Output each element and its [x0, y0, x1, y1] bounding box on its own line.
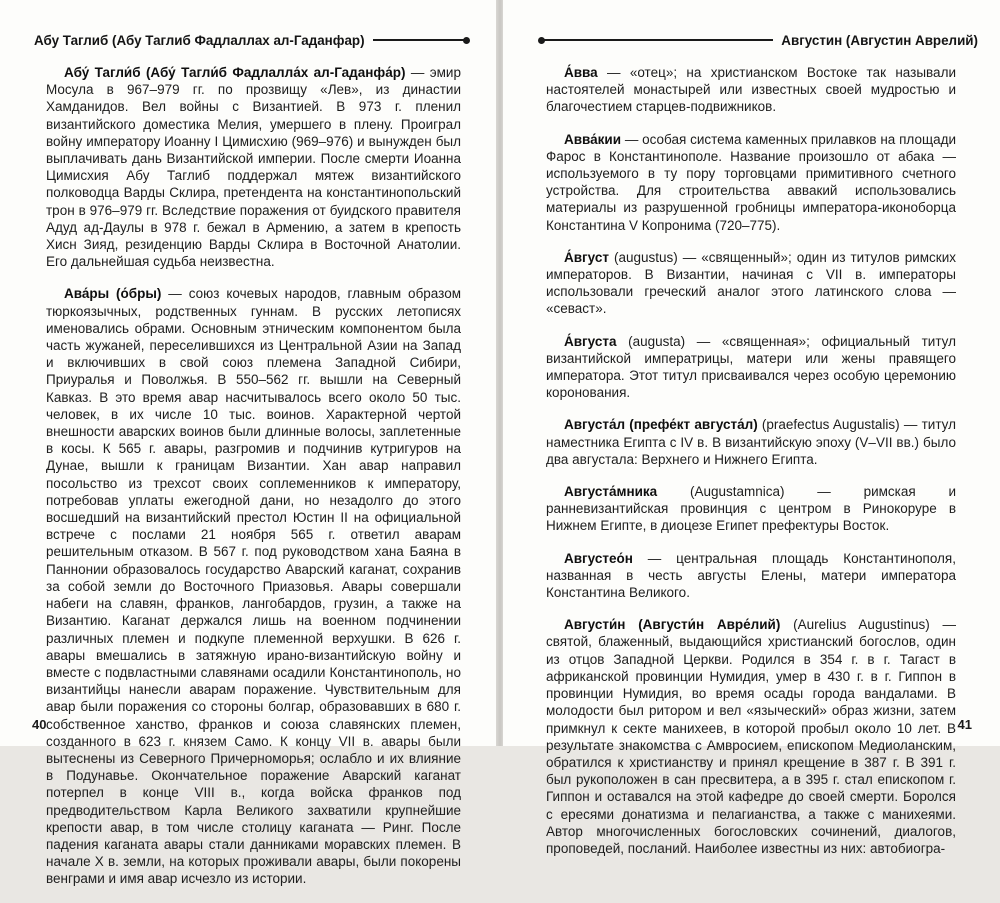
entry-avary: [46, 285, 461, 887]
entry-text: — «отец»; на христианском Востоке так называли настоятелей монастырей или известных своей мудростью и благочестием старцев-подвижников.: [546, 65, 956, 115]
page-number-left: 40: [32, 717, 47, 732]
entry-term: Августа́л (префе́кт августа́л): [564, 417, 758, 433]
entry-term: Абу́ Тагли́б (Абу́ Тагли́б Фадлалла́х ал-Гаданфа́р): [64, 65, 406, 80]
entry-term: А́вва: [564, 65, 598, 80]
page-number-right: 41: [957, 717, 972, 732]
entry-text: — особая система каменных прилавков на площади Фарос в Константинополе. Название произошло от абака — используемого в ту пору торговцами примитивного счетного устройства. Для строительства аввакий использовались материалы из разрушенной гробницы императора-иконоборца Константина V Копронима (720–775).: [546, 131, 956, 233]
entry-avgust: [546, 249, 956, 318]
entry-text: (augusta) — «священная»; официальный титул византийской императрицы, матери или жены правящего императора. Этот титул присваивался через особую церемонию коронования.: [546, 333, 956, 401]
entry-term: Августа́мника: [564, 484, 658, 500]
entry-avva: [546, 64, 956, 116]
rule-dot: [538, 37, 545, 44]
entry-avgustin: [546, 616, 956, 857]
header-rule-right: [541, 39, 773, 41]
entry-avgustamnika: [546, 483, 956, 535]
header-rule-left: [373, 39, 467, 41]
rule-dot: [463, 37, 470, 44]
entry-term: А́вгуста: [564, 333, 617, 349]
entry-term: Августи́н (Августи́н Авре́лий): [564, 617, 781, 633]
running-head-left-text: Абу Таглиб (Абу Таглиб Фадлаллах ал-Гаданфар): [34, 32, 365, 48]
entry-text: — центральная площадь Константинополя, названная в честь августы Елены, матери императора Константина Великого.: [546, 550, 956, 601]
entry-term: А́вгуст: [564, 249, 609, 265]
entry-text: — союз кочевых народов, главным образом тюркоязычных, родственных гуннам. В русских летописях именовались обрами. Основным этническим компонентом была часть жужаней, переселившихся из Центральной Азии на Запад и включивших в свой союз племена Западной Сибири, Приуралья и Поволжья. В 550–562 гг. вышли на Северный Кавказ. В это время авар насчитывалось всего около 50 тыс. человек, в их числе 10 тыс. воинов. Характерной чертой внешности аварских воинов были длинные волосы, заплетенные в косы. К 565 г. авары, разгромив и подчинив кутригуров на Дунае, вышли к границам Византии. Хан авар направил посольство из трехсот своих соплеменников к императору, потребовав уплаты ежегодной дани, но незадолго до этого восшедший на византийский престол Юстин II на официальной встрече с послами 21 ноября 565 г. ответил аварам решительным отказом. В 567 г. под руководством хана Баяна в Паннонии образовалось государство Аварский каганат, сохранив за собой земли до Восточного Приазовья. Авары совершали набеги на славян, франков, лангобардов, грузин, а также на Византию. Каганат держался лишь на военном подчинении различных племен и подкупе племенной верхушки. В 626 г. авары вмешались в затяжную ирано-византийскую войну и вместе с подвластными славянами осадили Константинополь, но византийцы нанесли аварам поражение. Чувствительным для авар были поражения со стороны болгар, образовавших в 680 г. собственное ханство, франков и союза славянских племен, созданного в 623 г. князем Само. К концу VII в. авары были вытеснены из Северного Причерноморья; ослабло и их влияние в Подунавье. Окончательное поражение Аварский каганат потерпел в конце VIII в., когда войска франков под предводительством Карла Великого захватили крупнейшие крепости авар, в том числе столицу каганата — Ринг. После падения каганата авары стали данниками моравских племен. В начале X в. земли, на которых проживали авары, были покорены венграми и имя авар исчезло из истории.: [46, 286, 461, 887]
entry-text: (praefectus Augustalis) — титул наместника Египта с IV в. В византийскую эпоху (V–VII вв.) было два августала: Верхнего и Нижнего Египта.: [546, 417, 956, 467]
entry-text: (Augustamnica) — римская и ранневизантийская провинция с центром в Ринокоруре в Нижнем Египте, в диоцезе Египет префектуры Восток.: [546, 484, 956, 534]
entry-avvakii: [546, 131, 956, 234]
left-page: [0, 0, 498, 887]
running-head-left: [34, 30, 475, 50]
entry-term: Ава́ры (о́бры): [64, 286, 162, 302]
entry-term: Авва́кии: [564, 131, 622, 147]
entry-text: (Aurelius Augustinus) — святой, блаженный, выдающийся христианский богослов, один из отцов Западной Церкви. Родился в 354 г. в г. Тагаст в африканской провинции Нумидия, умер в 430 г. в г. Гиппон в провинции Нумидия, во время осады города вандалами. В молодости был ритором и вел «языческий» образ жизни, затем примкнул к секте манихеев, в которой пробыл около 10 лет. В результате знакомства с Амвросием, епископом Медиоланским, обратился к христианству и принял крещение в 387 г. В 391 г. был рукоположен в сан пресвитера, а в 395 г. стал епископом г. Гиппон и оставался на этой кафедре до своей смерти. Боролся с ересями донатизма и пелагианства, а также с манихеями. Автор многочисленных богословских сочинений, диалогов, проповедей, посланий. Наиболее известны из них: автобиогра-: [546, 617, 956, 856]
right-page: [502, 0, 1000, 856]
entry-avgustal: [546, 416, 956, 468]
right-page-body: [546, 64, 956, 872]
running-head-right: [533, 30, 978, 50]
entry-term: Августео́н: [564, 550, 633, 566]
entry-text: (augustus) — «священный»; один из титулов римских императоров. В Византии, начиная с VII в. императоры использовали греческий аналог этого латинского слова — «севаст».: [546, 249, 956, 317]
entry-text: — эмир Мосула в 967–979 гг. по прозвищу «Лев», из династии Хамданидов. Вел войны с Византией. В 973 г. пленил византийского доместика Мелия, умершего в плену. Проиграл войну императору Иоанну I Цимисхию (969–976) и вынужден был выплачивать дань Византийской империи. После смерти Иоанна Цимисхия Абу Таглиб поддержал мятеж византийского полководца Варды Склира, претендента на константинопольский трон в 976–979 гг. Вследствие поражения от буидского правителя Адуд ад-Даулы в 978 г. бежал в Армению, а затем в крепость Хисн Зияд, резиденцию Варды Склира в Восточной Анатолии. Его дальнейшая судьба неизвестна.: [46, 65, 461, 270]
entry-avgusta: [546, 333, 956, 402]
running-head-right-text: Августин (Августин Аврелий): [781, 32, 978, 48]
entry-abu-taghlib: [46, 64, 461, 270]
entry-avgusteon: [546, 550, 956, 602]
left-page-body: [46, 64, 461, 903]
